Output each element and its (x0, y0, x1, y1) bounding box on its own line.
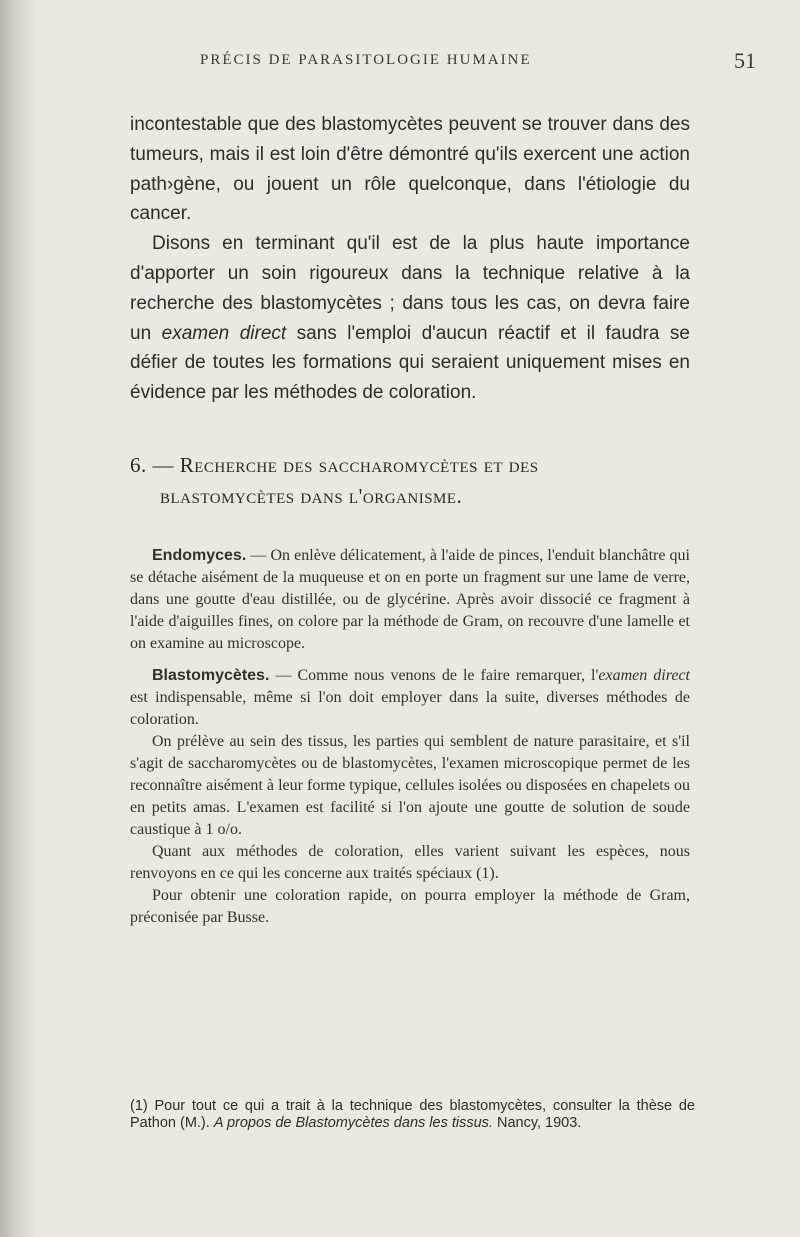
section-title-line-2: blastomycètes dans l'organisme. (160, 484, 463, 508)
paragraph-coloration: Quant aux méthodes de coloration, elles varient suivant les espèces, nous renvoyons en ce qui les concerne aux traités spéciaux (1). (130, 843, 690, 882)
footnote (130, 1098, 695, 1132)
text-run: sans l'emploi d'aucun réactif et il faudra se défier de toutes les formations qui seraient uniquement mises en évidence par les méthodes de coloration. (130, 322, 690, 404)
paragraph-blastomycetes (130, 665, 690, 731)
text-run: — On enlève délicatement, à l'aide de pinces, l'enduit blanchâtre qui se détache aisément de la muqueuse et on en porte un fragment sur une lame de verre, dans une goutte d'eau distillée, ou de glycérine. Après avoir dissocié ce fragment à l'aide d'aiguilles fines, on colore par la méthode de Gram, on recouvre d'une lamelle et on examine au microscope. (130, 547, 690, 652)
runin-heading-endomyces: Endomyces. (152, 547, 247, 564)
paragraph-conclusion (130, 229, 690, 408)
page-number: 51 (734, 48, 756, 73)
running-header: PRÉCIS DE PARASITOLOGIE HUMAINE (200, 52, 532, 68)
section-body (130, 545, 690, 929)
section-title-line-1: Recherche des saccharomycètes et des (179, 453, 539, 477)
text-run: — Comme nous venons de le faire remarquer, l' (269, 667, 599, 684)
paragraph-prelevement: On prélève au sein des tissus, les parties qui semblent de nature parasitaire, et s'il s'agit de saccharomycètes ou de blastomycètes, l'examen microscopique permet de les reconnaître aisément à leur forme typique, cellules isolées ou disposées en chapelets ou en petits amas. L'examen est facilité si l'on ajoute une goutte de solution de soude caustique à 1 o/o. (130, 733, 690, 838)
section-number: 6. — (130, 453, 180, 477)
footnote-citation-title: A propos de Blastomycètes dans les tissus. (213, 1115, 493, 1131)
text-run: est indispensable, même si l'on doit employer dans la suite, diverses méthodes de coloration. (130, 689, 690, 728)
runin-heading-blastomycetes: Blastomycètes. (152, 667, 270, 684)
emphasis-text: examen direct (598, 667, 691, 684)
paragraph-endomyces (130, 545, 690, 655)
lead-text (130, 110, 690, 408)
paragraph-gram: Pour obtenir une coloration rapide, on pourra employer la méthode de Gram, préconisée par Busse. (130, 887, 690, 926)
emphasis-text: examen direct (161, 322, 287, 344)
footnote-text: (1) Pour tout ce qui a trait à la technique des blastomycètes, consulter la thèse de Pathon (M.). (130, 1098, 695, 1131)
paragraph-continuation: incontestable que des blastomycètes peuvent se trouver dans des tumeurs, mais il est loin d'être démontré qu'ils exercent une action path›gène, ou jouent un rôle quelconque, dans l'étiologie du cancer. (130, 114, 690, 225)
footnote-text: Nancy, 1903. (492, 1115, 582, 1131)
text-run: Disons en terminant qu'il est de la plus haute importance d'apporter un soin rigoureux dans la technique relative à la recherche des blastomycètes ; dans tous les cas, on devra faire un (130, 233, 690, 344)
section-heading (130, 450, 700, 512)
